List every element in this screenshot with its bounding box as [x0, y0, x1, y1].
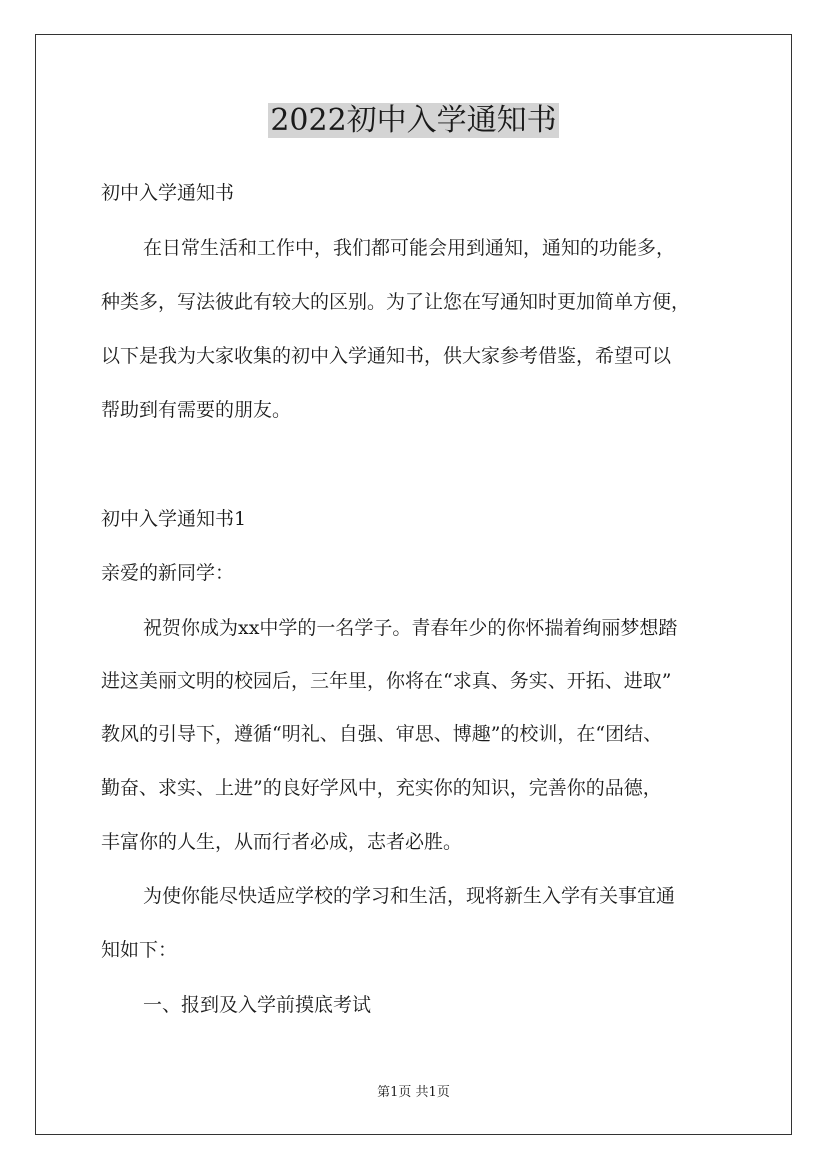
paragraph-line: 勤奋、求实、上进”的良好学风中，充实你的知识，完善你的品德， [101, 777, 662, 799]
salutation-line: 亲爱的新同学： [101, 562, 235, 584]
subtitle-line: 初中入学通知书 [101, 182, 235, 204]
paragraph-line: 知如下： [101, 939, 178, 961]
paragraph-line: 为使你能尽快适应学校的学习和生活，现将新生入学有关事宜通 [143, 885, 676, 907]
paragraph-line: 丰富你的人生，从而行者必成，志者必胜。 [101, 831, 463, 853]
paragraph-line: 进这美丽文明的校园后，三年里，你将在“求真、务实、开拓、进取” [101, 670, 672, 692]
document-title [0, 101, 827, 141]
paragraph-line: 在日常生活和工作中，我们都可能会用到通知，通知的功能多， [143, 237, 676, 259]
paragraph-line: 以下是我为大家收集的初中入学通知书，供大家参考借鉴，希望可以 [101, 345, 672, 367]
paragraph-line: 种类多，写法彼此有较大的区别。为了让您在写通知时更加简单方便， [101, 291, 691, 313]
page-footer: 第1页 共1页 [377, 1085, 450, 1100]
paragraph-line: 祝贺你成为xx中学的一名学子。青春年少的你怀揣着绚丽梦想踏 [143, 617, 678, 639]
paragraph-line: 帮助到有需要的朋友。 [101, 399, 292, 421]
list-heading: 一、报到及入学前摸底考试 [143, 994, 372, 1016]
document-title-text: 2022初中入学通知书 [270, 103, 557, 138]
section-heading: 初中入学通知书1 [101, 508, 247, 530]
paragraph-line: 教风的引导下，遵循“明礼、自强、审思、博趣”的校训，在“团结、 [101, 723, 663, 745]
